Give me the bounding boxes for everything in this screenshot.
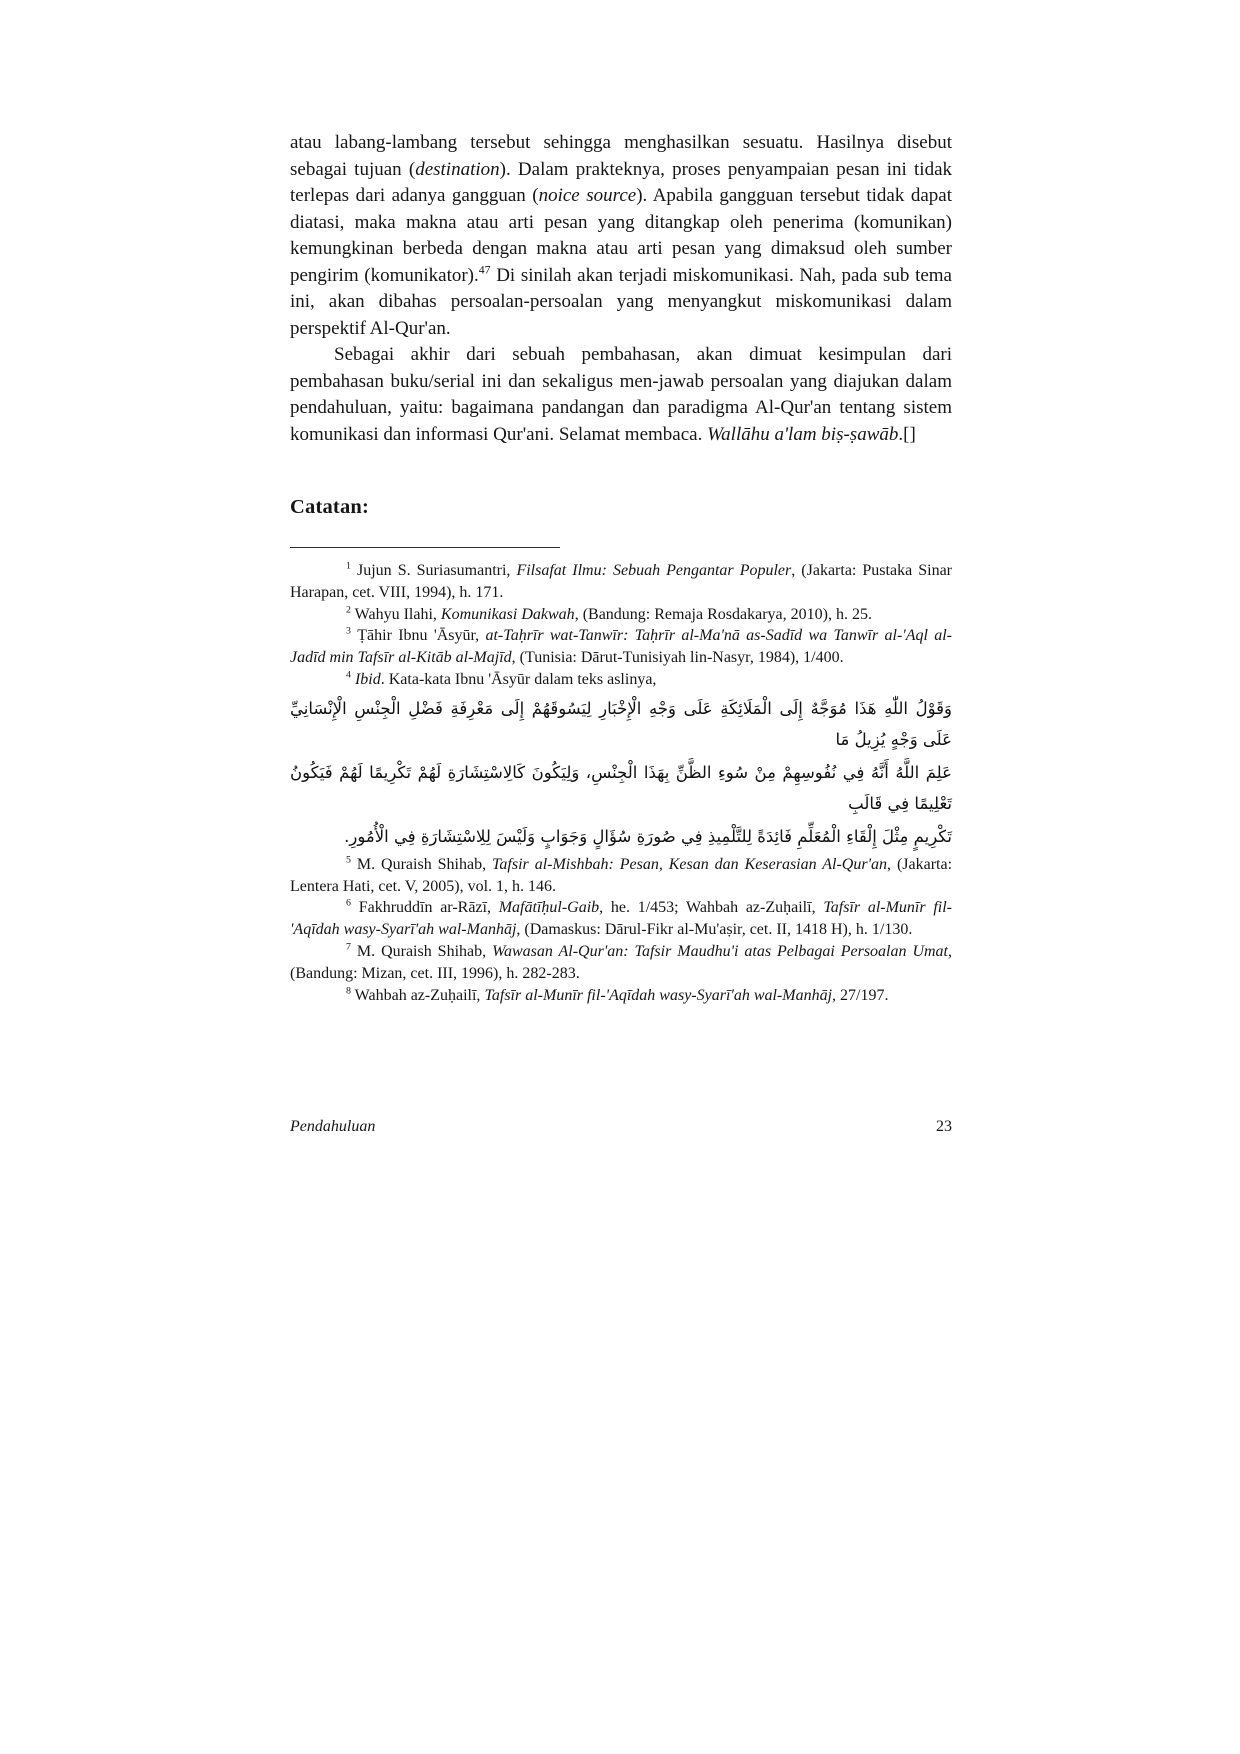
- footer-section-title: Pendahuluan: [290, 1118, 376, 1135]
- footnote: $^1$ Jujun S. Suriasumantri, Filsafat Ilmu: Sebuah Pengantar Populer, (Jakarta: Pustaka Sinar Harapan, cet. VIII, 1994), h. 171.: [290, 560, 952, 601]
- footnote: $^2$ Wahyu Ilahi, Komunikasi Dakwah, (Bandung: Remaja Rosdakarya, 2010), h. 25.: [346, 604, 872, 623]
- page-footer: [290, 1118, 952, 1136]
- page-number: 23: [936, 1118, 952, 1135]
- footnote: $^5$ M. Quraish Shihab, Tafsir al-Mishbah: Pesan, Kesan dan Keserasian Al-Qur'an, (Jakarta: Lentera Hati, cet. V, 2005), vol. 1, h. 146.: [290, 854, 953, 895]
- arabic-quote-line: وَقَوْلُ اللّٰهِ هَذَا مُوَجَّهٌ إِلَى الْمَلَائِكَةِ عَلَى وَجْهِ الْإِخْبَارِ لِيَسُوقَهُمْ إِلَى مَعْرِفَةِ فَضْلِ الْجِنْسِ الْإِنْسَانِيِّ عَلَى وَجْهٍ يُزِيلُ مَا: [290, 698, 952, 749]
- footnote: $^6$ Fakhruddīn ar-Rāzī, Mafātīḥul-Gaib, he. 1/453; Wahbah az-Zuḥailī, Tafsīr al-Munīr fil-'Aqīdah wasy-Syarī'ah wal-Manhāj, (Damaskus: Dārul-Fikr al-Mu'aṣir, cet. II, 1418 H), h. 1/130.: [290, 898, 953, 939]
- footnote: $^8$ Wahbah az-Zuḥailī, Tafsīr al-Munīr fil-'Aqīdah wasy-Syarī'ah wal-Manhāj, 27/197.: [346, 985, 889, 1004]
- notes-heading: Catatan:: [290, 496, 370, 518]
- footnote: $^7$ M. Quraish Shihab, Wawasan Al-Qur'an: Tafsir Maudhu'i atas Pelbagai Persoalan Umat, (Bandung: Mizan, cet. III, 1996), h. 282-283.: [290, 941, 953, 982]
- footnote: $^4$ Ibid. Kata-kata Ibnu 'Āsyūr dalam teks aslinya,: [346, 669, 657, 688]
- footnote-separator: [290, 547, 560, 548]
- body-paragraph: Sebagai akhir dari sebuah pembahasan, akan dimuat kesimpulan dari pembahasan buku/serial ini dan sekaligus men-jawab persoalan yang diajukan dalam pendahuluan, yaitu: bagaimana pandangan dan paradigma Al-Qur'an tentang sistem komunikasi dan informasi Qur'ani. Selamat membaca. Wallāhu a'lam biṣ-ṣawāb.[]: [290, 344, 952, 445]
- body-paragraph: atau labang-lambang tersebut sehingga menghasilkan sesuatu. Hasilnya disebut sebagai tujuan (destination). Dalam prakteknya, proses penyampaian pesan ini tidak terlepas dari adanya gangguan (noice source). Apabila gangguan tersebut tidak dapat diatasi, maka makna atau arti pesan yang ditangkap oleh penerima (komunikan) kemungkinan berbeda dengan makna atau arti pesan yang dimaksud oleh sumber pengirim (komunikator).$^{47}$ Di sinilah akan terjadi miskomunikasi. Nah, pada sub tema ini, akan dibahas persoalan-persoalan yang menyangkut miskomunikasi dalam perspektif Al-Qur'an.: [290, 132, 953, 339]
- arabic-quote-line: تَكْرِيمٍ مِثْلَ إِلْقَاءِ الْمُعَلِّمِ فَائِدَةً لِلتَّلْمِيذِ فِي صُورَةِ سُؤَالٍ وَجَوَابٍ وَلَيْسَ لِلِاسْتِشَارَةِ فِي الْأُمُورِ.: [344, 826, 952, 846]
- footnote: $^3$ Ṭāhir Ibnu 'Āsyūr, at-Taḥrīr wat-Tanwīr: Taḥrīr al-Ma'nā as-Sadīd wa Tanwīr al-'Aql al-Jadīd min Tafsīr al-Kitāb al-Majīd, (Tunisia: Dārut-Tunisiyah lin-Nasyr, 1984), 1/400.: [290, 626, 953, 667]
- arabic-quote-line: عَلِمَ اللَّهُ أَنَّهُ فِي نُفُوسِهِمْ مِنْ سُوءِ الظَّنِّ بِهَذَا الْجِنْسِ، وَلِيَكُونَ كَالِاسْتِشَارَةِ لَهُمْ تَكْرِيمًا لَهُمْ فَيَكُونُ تَعْلِيمًا فِي قَالَبِ: [290, 762, 952, 813]
- text-block: [290, 130, 952, 1006]
